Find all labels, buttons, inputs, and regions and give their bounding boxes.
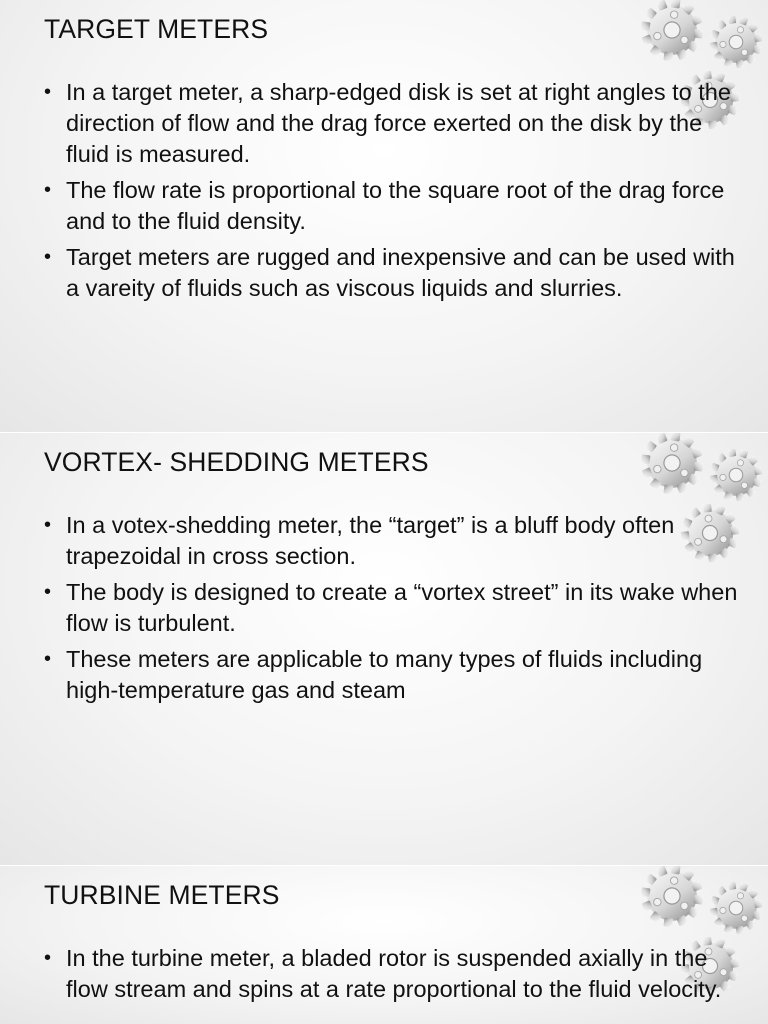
bullet-item [44,175,744,237]
slide-target-meters [0,0,768,432]
bullet-marker: • [44,514,52,536]
bullet-marker: • [44,179,52,201]
bullet-text: The body is designed to create a “vortex street” in its wake when flow is turbulent. [66,579,738,636]
bullet-item [44,242,744,304]
slide-vortex-shedding-meters [0,433,768,865]
bullet-marker: • [44,581,52,603]
bullet-item [44,77,744,170]
bullet-list [44,943,744,1010]
slide-title: TURBINE METERS [44,880,280,910]
bullet-item [44,510,744,572]
bullet-marker: • [44,246,52,268]
bullet-item [44,577,744,639]
bullet-text: The flow rate is proportional to the square root of the drag force and to the fluid density. [66,177,725,234]
bullet-list [44,510,744,711]
slide-title: VORTEX- SHEDDING METERS [44,447,429,477]
bullet-marker: • [44,947,52,969]
bullet-text: In a votex-shedding meter, the “target” is a bluff body often trapezoidal in cross section. [66,512,675,569]
bullet-list [44,77,744,309]
bullet-item [44,644,744,706]
bullet-marker: • [44,81,52,103]
bullet-item [44,943,744,1005]
bullet-text: These meters are applicable to many types of fluids including high-temperature gas and steam [66,646,703,703]
slide-title: TARGET METERS [44,14,269,44]
bullet-text: Target meters are rugged and inexpensive and can be used with a vareity of fluids such as viscous liquids and slurries. [66,244,735,301]
bullet-marker: • [44,648,52,670]
bullet-text: In the turbine meter, a bladed rotor is suspended axially in the flow stream and spins at a rate proportional to the fluid velocity. [66,945,722,1002]
bullet-text: In a target meter, a sharp-edged disk is set at right angles to the direction of flow and the drag force exerted on the disk by the fluid is measured. [66,79,731,167]
slide-turbine-meters [0,866,768,1024]
